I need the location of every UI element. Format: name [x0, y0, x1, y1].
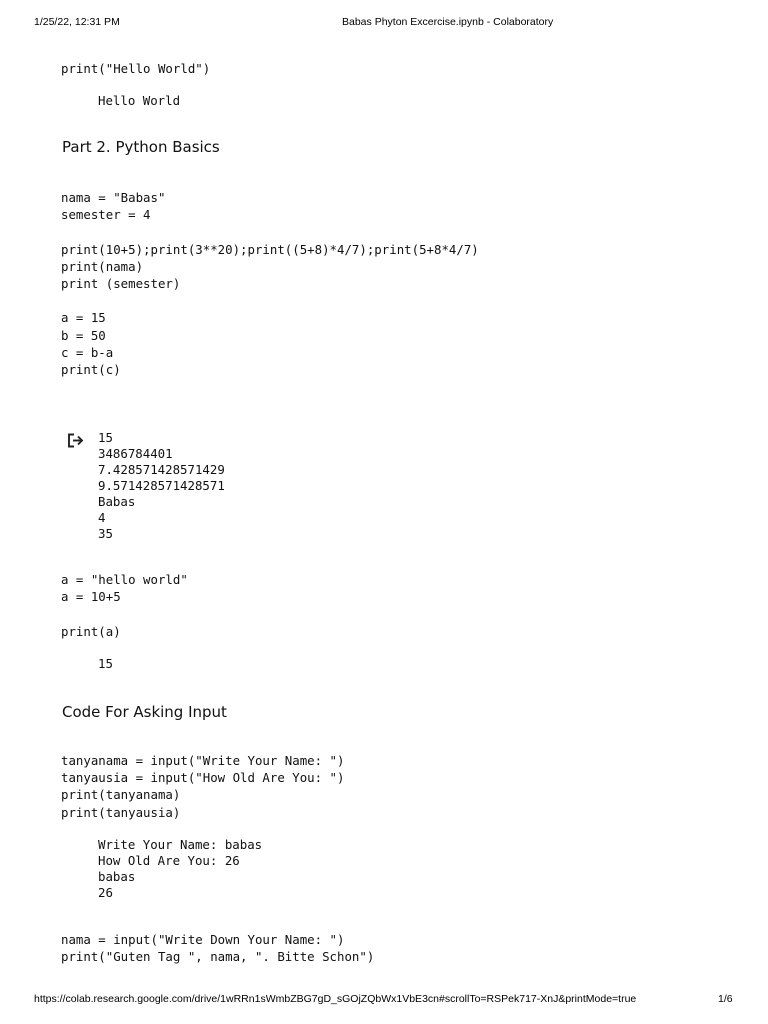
print-url: https://colab.research.google.com/drive/1wRRn1sWmbZBG7gD_sGOjZQbWx1VbE3cn#scrollTo=RSPek717-XnJ&printMode=true — [34, 993, 637, 1005]
cell-output: 15 3486784401 7.428571428571429 9.571428571428571 Babas 4 35 — [98, 430, 225, 541]
section-heading: Code For Asking Input — [62, 703, 227, 721]
notebook-title: Babas Phyton Excercise.ipynb - Colaboratory — [342, 16, 554, 28]
output-redirect-icon[interactable] — [67, 433, 84, 448]
code-cell[interactable]: nama = input("Write Down Your Name: ") print("Guten Tag ", nama, ". Bitte Schon") — [61, 932, 375, 965]
code-cell[interactable]: print("Hello World") — [61, 61, 211, 76]
cell-output: Write Your Name: babas How Old Are You: 26 babas 26 — [98, 837, 263, 900]
cell-output: 15 — [98, 656, 113, 671]
code-cell[interactable]: a = "hello world" a = 10+5 print(a) — [61, 572, 188, 639]
cell-output: Hello World — [98, 93, 181, 108]
code-cell[interactable]: nama = "Babas" semester = 4 print(10+5);print(3**20);print((5+8)*4/7);print(5+8*4/7) print(nama) print (semester) a = 15 b = 50 c = b-a print(c) — [61, 190, 479, 378]
print-datetime: 1/25/22, 12:31 PM — [34, 16, 120, 28]
page-number: 1/6 — [718, 993, 733, 1005]
code-cell[interactable]: tanyanama = input("Write Your Name: ") tanyausia = input("How Old Are You: ") print(tanyanama) print(tanyausia) — [61, 753, 345, 820]
section-heading: Part 2. Python Basics — [62, 138, 220, 156]
